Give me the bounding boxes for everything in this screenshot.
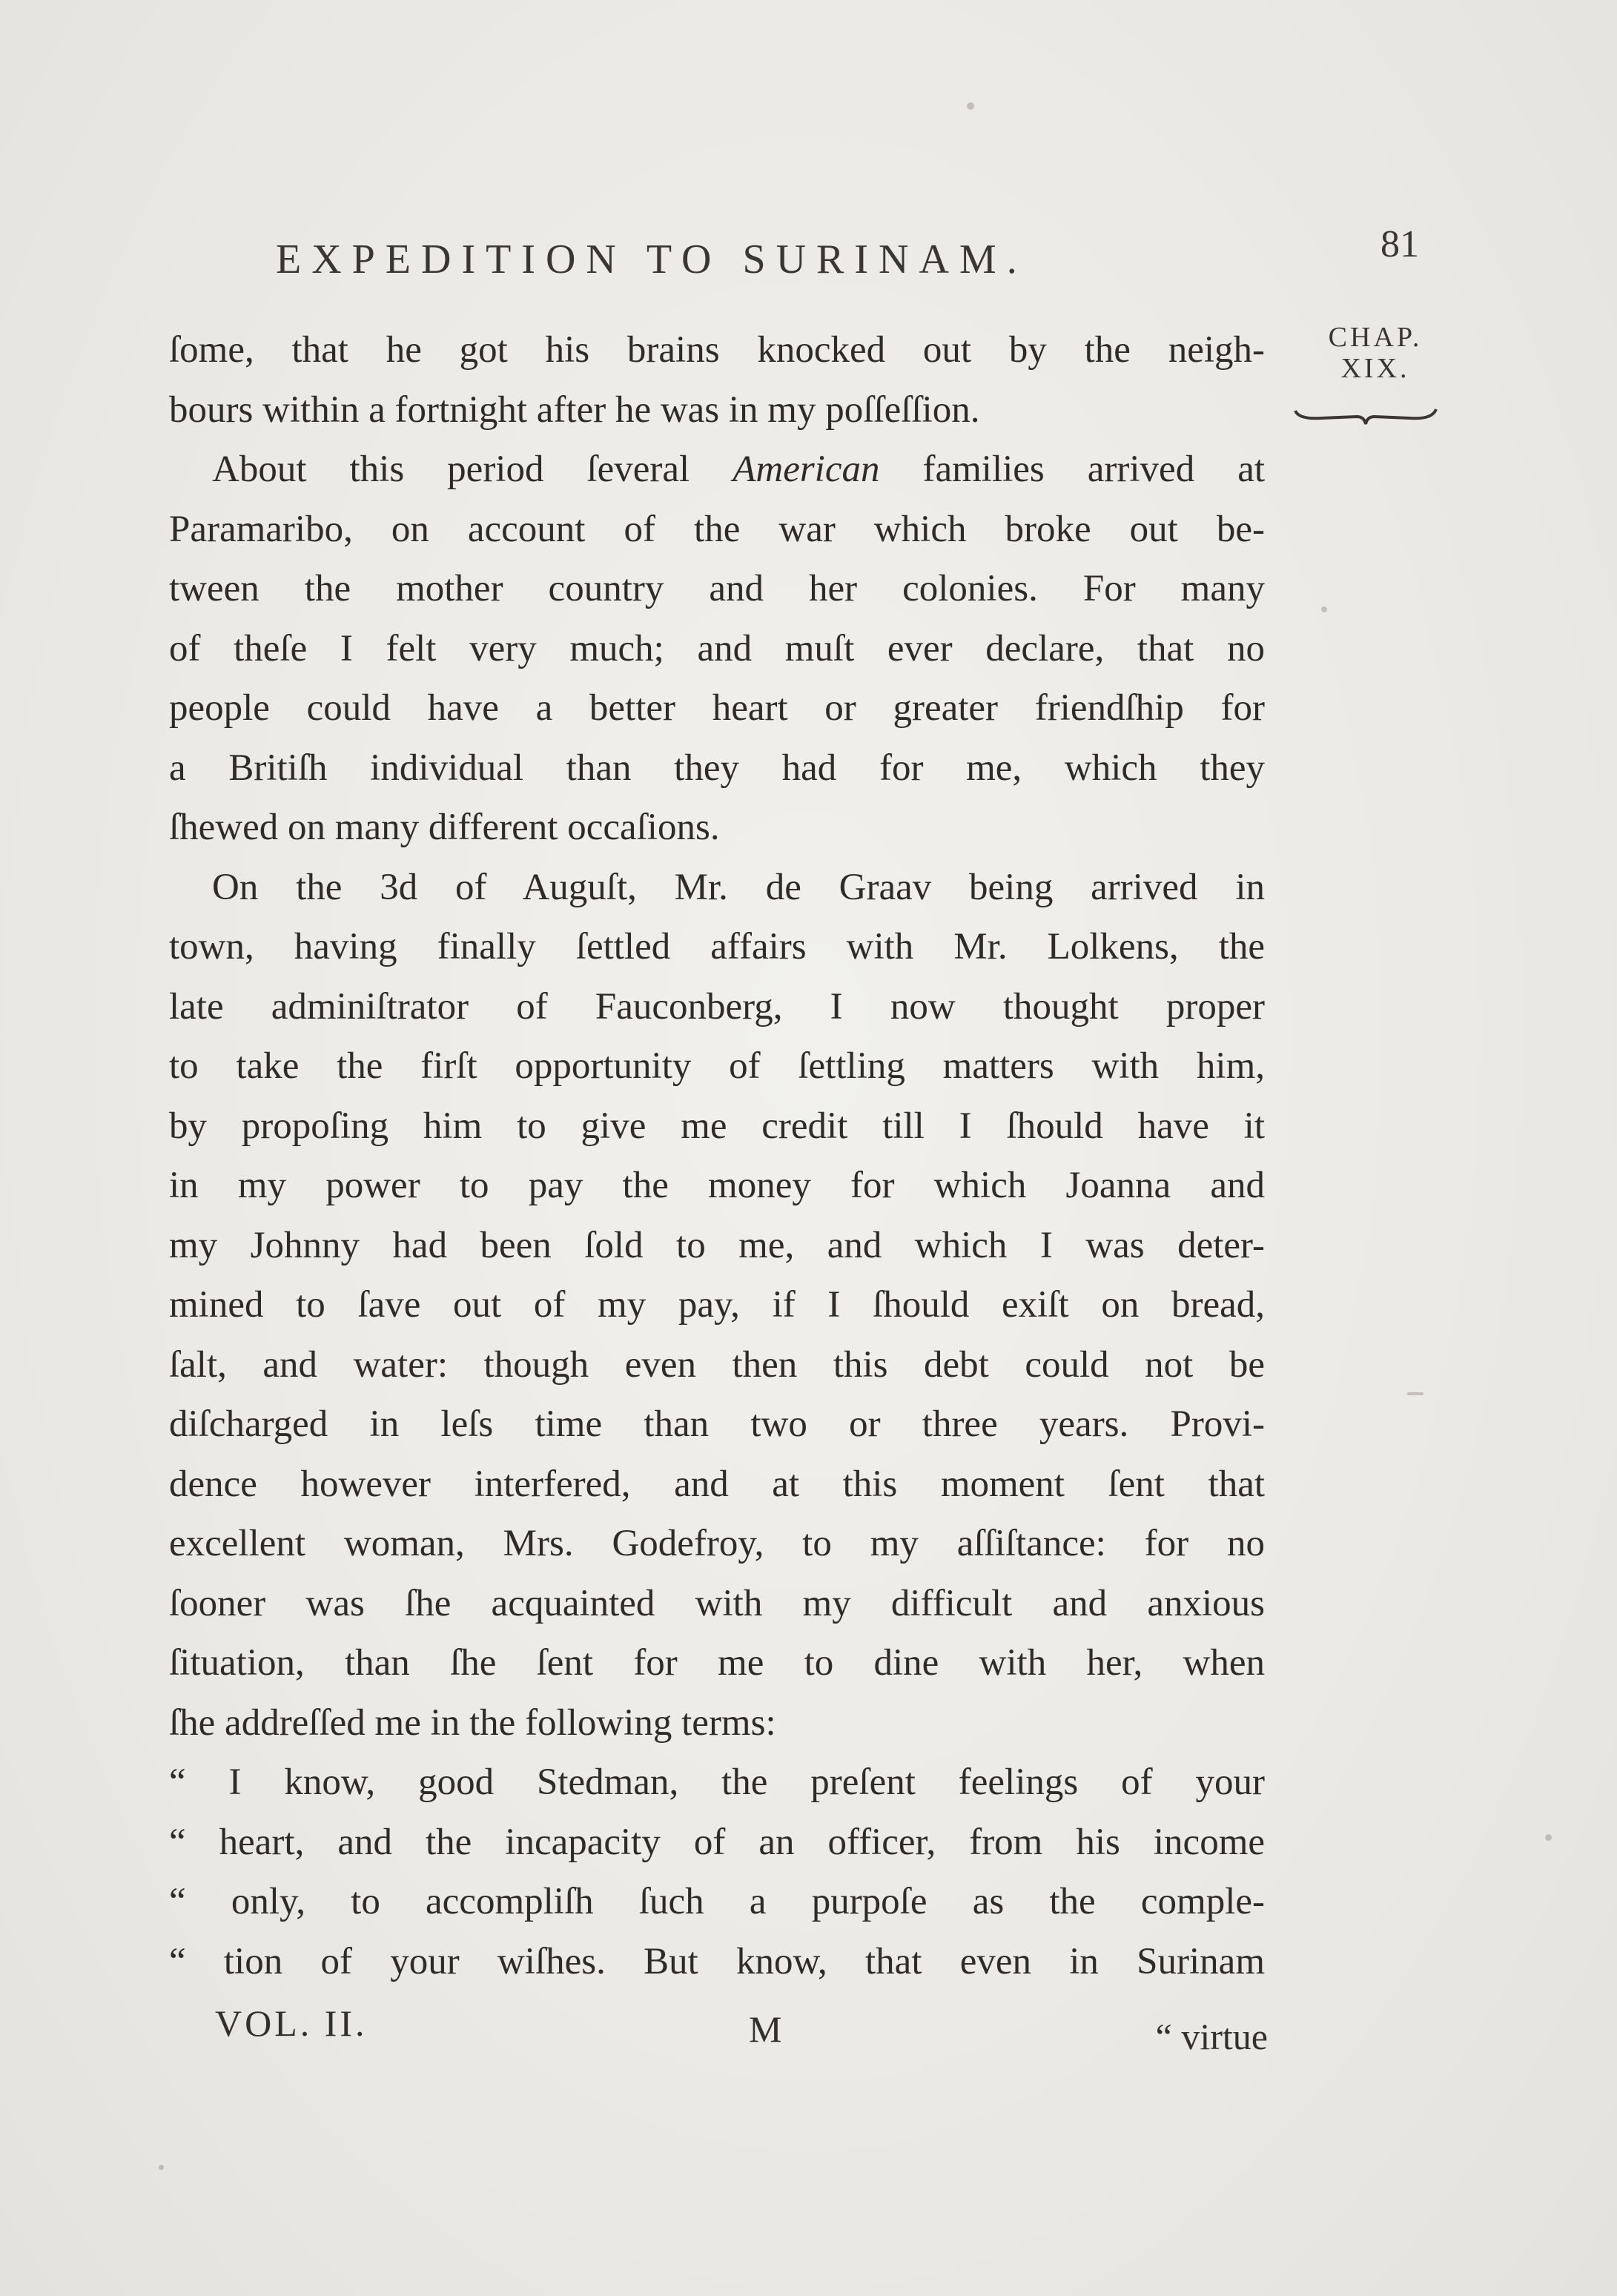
- text-line: ſhewed on many different occaſions.: [169, 807, 720, 848]
- text-line: by propoſing him to give me credit till I ſhould have it: [169, 1105, 1265, 1147]
- text-line: ſituation, than ſhe ſent for me to dine with her, when: [169, 1642, 1265, 1684]
- ink-speck: [1407, 1392, 1423, 1395]
- text-line: bours within a fortnight after he was in my poſſeſſion.: [169, 388, 980, 431]
- running-title: EXPEDITION TO SURINAM.: [276, 236, 1028, 282]
- text-line: in my power to pay the money for which Joanna and: [169, 1165, 1265, 1206]
- text-line: ſooner was ſhe acquainted with my difficult and anxious: [169, 1582, 1265, 1624]
- chapter-label: CHAP.: [1328, 322, 1423, 353]
- catchword: “ virtue: [1155, 2016, 1268, 2057]
- volume-label: VOL. II.: [215, 2002, 368, 2044]
- text-line: diſcharged in leſs time than two or three years. Provi-: [169, 1403, 1265, 1445]
- text-line: late adminiſtrator of Fauconberg, I now thought proper: [169, 985, 1265, 1028]
- text-line: ſome, that he got his brains knocked out by the neigh-: [169, 329, 1265, 371]
- quote-line: “ tion of your wiſhes. But know, that even in Surinam: [169, 1940, 1265, 1982]
- text-line: my Johnny had been ſold to me, and which I was deter-: [169, 1224, 1265, 1266]
- page-footer: [215, 2002, 1268, 2057]
- quote-line: “ only, to accompliſh ſuch a purpoſe as the comple-: [169, 1881, 1265, 1922]
- text-line: to take the firſt opportunity of ſettling matters with him,: [169, 1045, 1265, 1087]
- text-line: tween the mother country and her colonies. For many: [169, 568, 1265, 609]
- text-line: Paramaribo, on account of the war which broke out be-: [169, 508, 1265, 550]
- ink-speck: [1321, 606, 1327, 612]
- text-line: town, having finally ſettled affairs with Mr. Lolkens, the: [169, 926, 1265, 967]
- body-text: [169, 320, 1265, 1991]
- chapter-number: XIX.: [1340, 353, 1410, 384]
- text-line: a Britiſh individual than they had for me, which they: [169, 747, 1265, 789]
- text-line: dence however interfered, and at this moment ſent that: [169, 1463, 1265, 1505]
- text-line: ſalt, and water: though even then this debt could not be: [169, 1343, 1265, 1386]
- chapter-margin-note: [1301, 322, 1449, 384]
- text-line: people could have a better heart or greater friendſhip for: [169, 687, 1265, 729]
- ink-speck: [159, 2165, 164, 2170]
- brace-ornament: [1292, 400, 1440, 430]
- text-line: of theſe I felt very much; and muſt ever declare, that no: [169, 627, 1265, 669]
- paragraph-start-line: On the 3d of Auguſt, Mr. de Graav being arrived in: [212, 866, 1265, 908]
- ink-speck: [1545, 1834, 1552, 1841]
- ink-speck: [967, 102, 974, 110]
- quote-line: “ heart, and the incapacity of an officer, from his income: [169, 1821, 1265, 1863]
- paragraph-start-line: About this period ſeveral American families arrived at: [212, 449, 1265, 490]
- text-line: excellent woman, Mrs. Godefroy, to my aſſiſtance: for no: [169, 1523, 1265, 1564]
- text-line: ſhe addreſſed me in the following terms:: [169, 1701, 776, 1744]
- signature-mark: M: [749, 2008, 782, 2050]
- quote-line: “ I know, good Stedman, the preſent feelings of your: [169, 1761, 1265, 1803]
- page-number: 81: [1380, 223, 1419, 265]
- text-line: mined to ſave out of my pay, if I ſhould exiſt on bread,: [169, 1284, 1265, 1326]
